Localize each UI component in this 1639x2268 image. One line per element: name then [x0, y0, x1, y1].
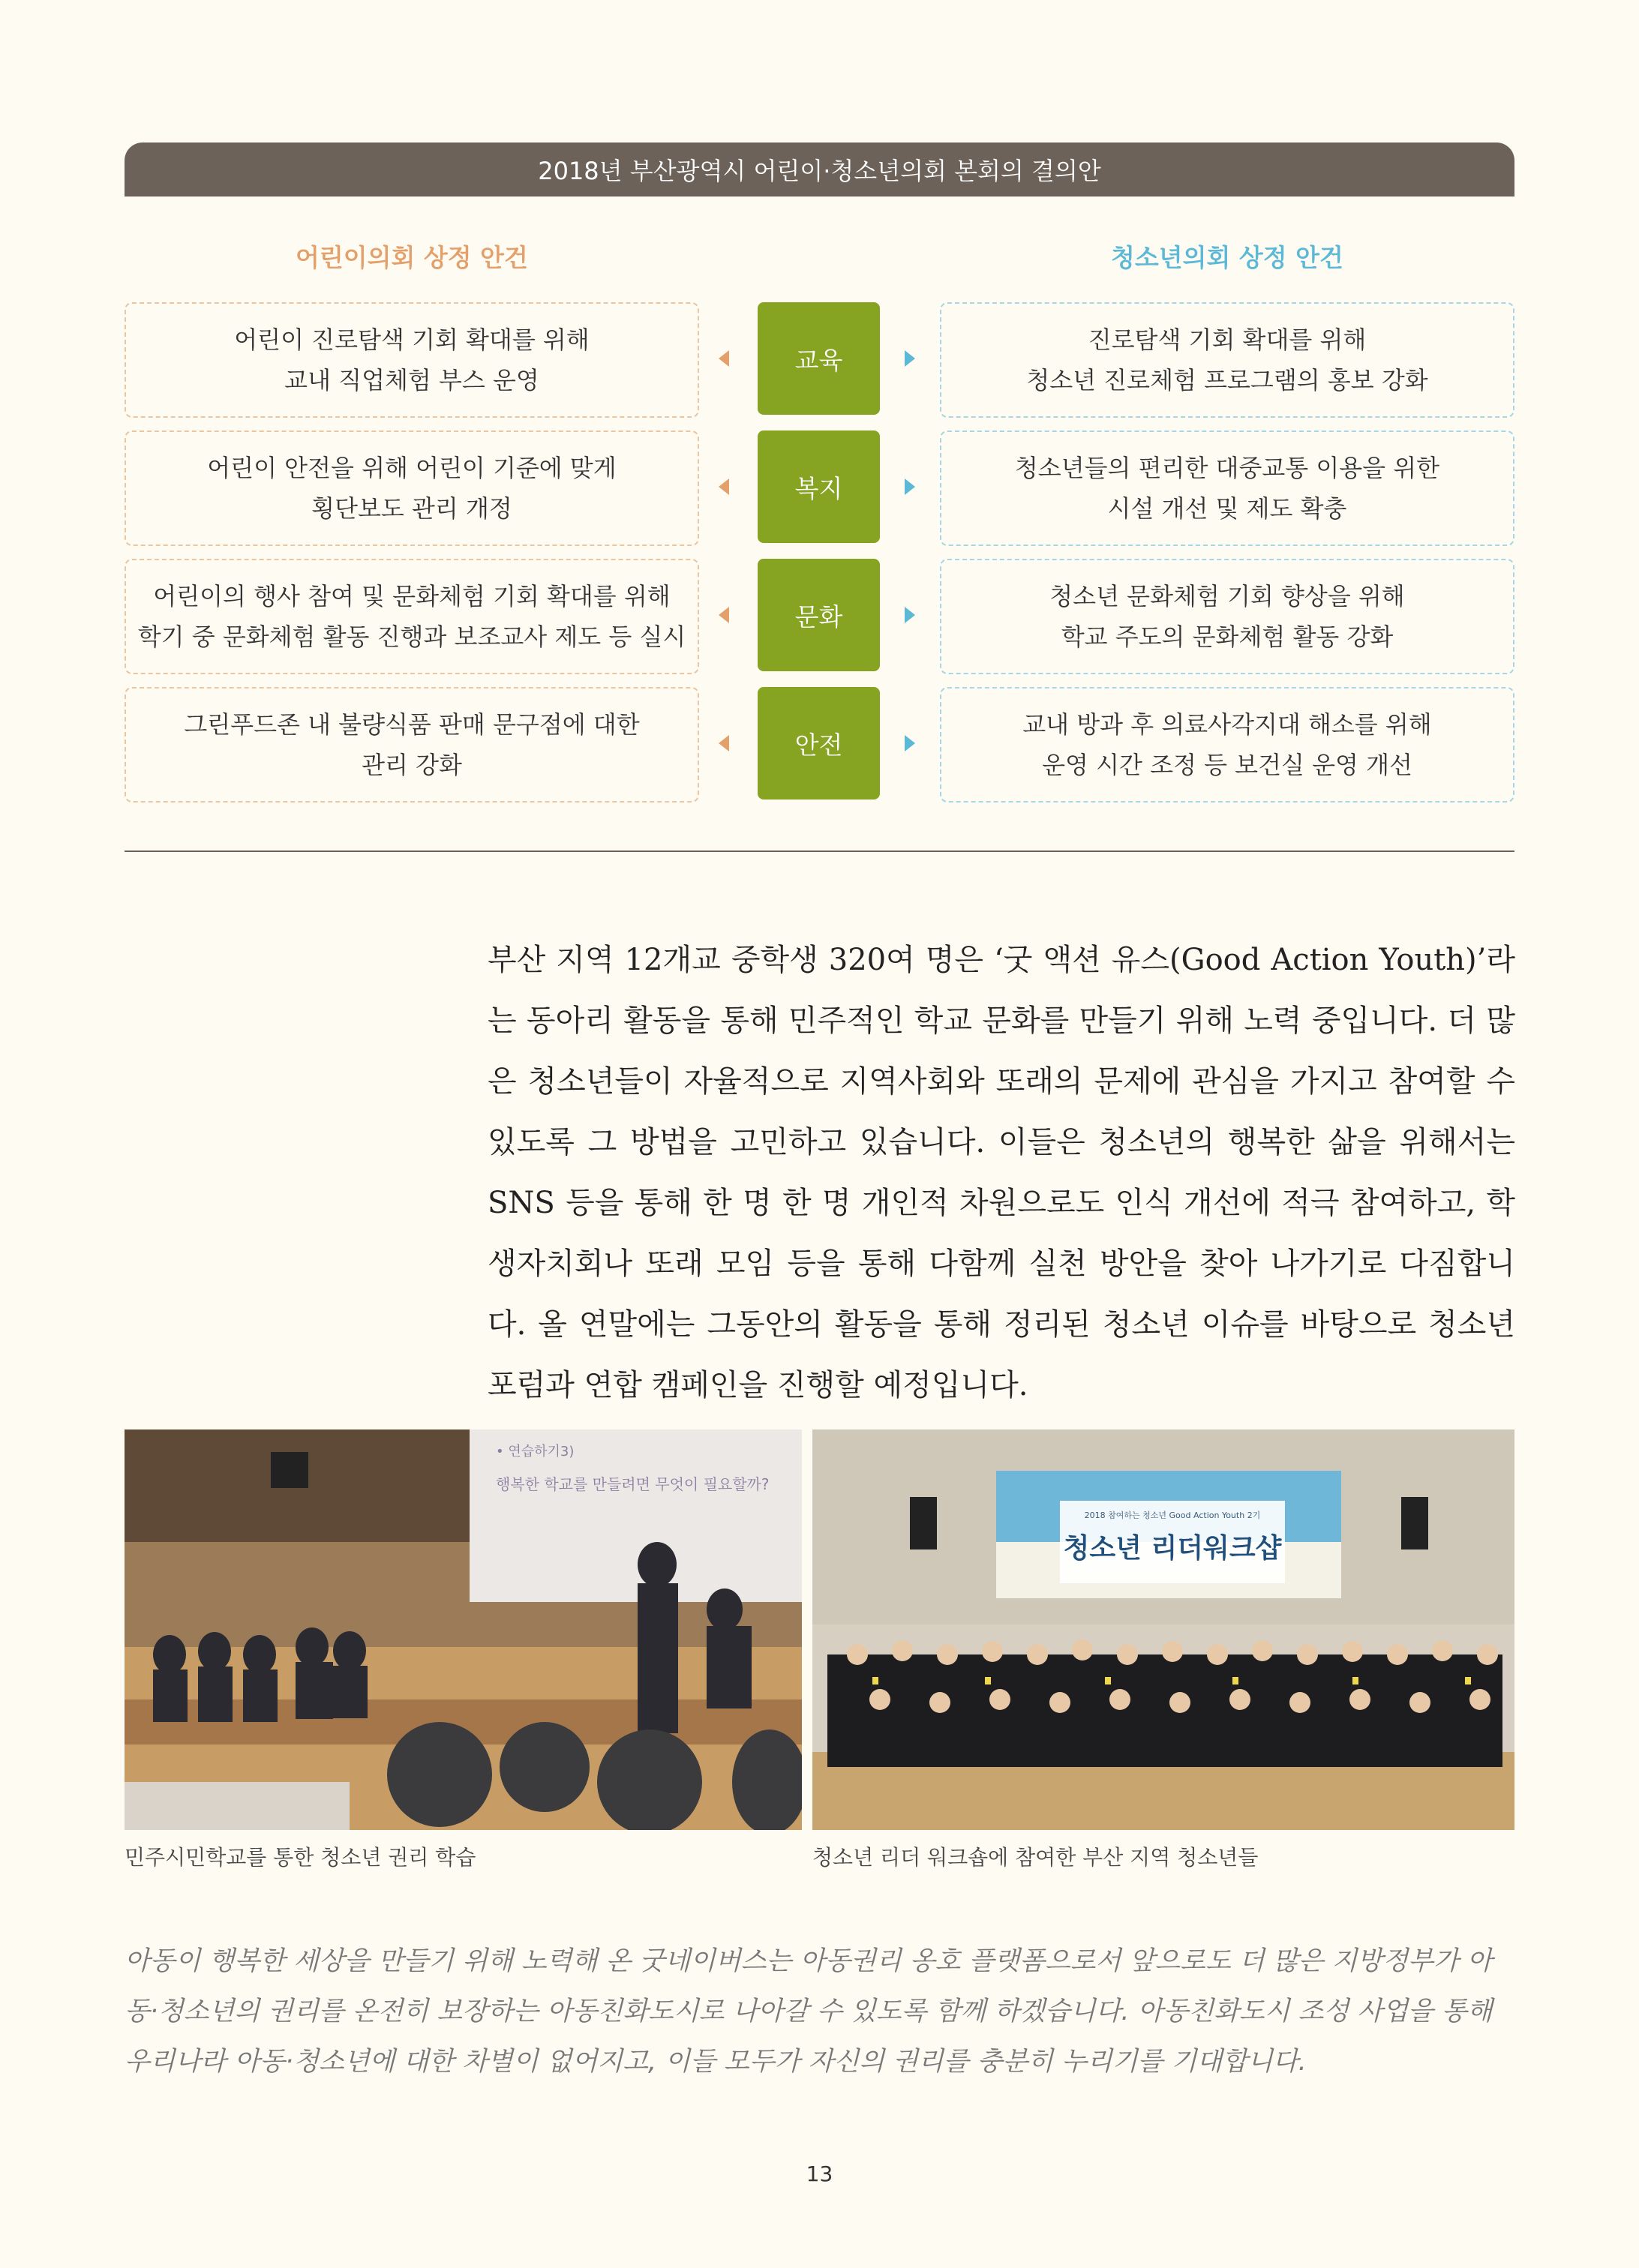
photo-democratic-citizen-school	[125, 1430, 802, 1830]
left-arrow-icon	[719, 478, 729, 495]
youth-agenda-education	[940, 302, 1514, 418]
agenda-line: 교내 방과 후 의료사각지대 해소를 위해	[1022, 710, 1432, 739]
category-education: 교육	[758, 302, 880, 415]
category-safety: 안전	[758, 687, 880, 800]
children-agenda-welfare	[125, 430, 699, 546]
youth-agenda-welfare	[940, 430, 1514, 546]
screen-text-2: 행복한 학교를 만들려면 무엇이 필요할까?	[496, 1475, 770, 1493]
left-arrow-icon	[719, 607, 729, 623]
table-header-bar	[125, 142, 1514, 196]
photo-youth-leader-workshop	[812, 1430, 1514, 1830]
agenda-line: 청소년들의 편리한 대중교통 이용을 위한	[1014, 454, 1440, 482]
youth-agenda-safety	[940, 687, 1514, 802]
left-arrow-icon	[719, 735, 729, 752]
classroom-photo-illustration	[125, 1430, 802, 1830]
agenda-line: 학교 주도의 문화체험 활동 강화	[1061, 622, 1394, 651]
agenda-line: 청소년 문화체험 기회 향상을 위해	[1049, 582, 1405, 610]
children-agenda-safety	[125, 687, 699, 802]
banner-subtitle: 2018 참여하는 청소년 Good Action Youth 2기	[1084, 1510, 1261, 1520]
body-paragraph: 부산 지역 12개교 중학생 320여 명은 ‘굿 액션 유스(Good Action Youth)’라는 동아리 활동을 통해 민주적인 학교 문화를 만들기 위해 노력 중입니다. 더 많은 청소년들이 자율적으로 지역사회와 또래의 문제에 관심을 가지고 참여할 수 있도록 그 방법을 고민하고 있습니다. 이들은 청소년의 행복한 삶을 위해서는 SNS 등을 통해 한 명 한 명 개인적 차원으로도 인식 개선에 적극 참여하고, 학생자치회나 또래 모임 등을 통해 다함께 실천 방안을 찾아 나가기로 다짐합니다. 올 연말에는 그동안의 활동을 통해 정리된 청소년 이슈를 바탕으로 청소년 포럼과 연합 캠페인을 진행할 예정입니다.	[488, 943, 1515, 1402]
children-agenda-education	[125, 302, 699, 418]
agenda-line: 그린푸드존 내 불량식품 판매 문구점에 대한	[184, 710, 640, 739]
agenda-line: 횡단보도 관리 개정	[311, 494, 512, 523]
agenda-line: 어린이의 행사 참여 및 문화체험 기회 확대를 위해	[153, 582, 671, 610]
right-arrow-icon	[905, 735, 915, 752]
agenda-line: 청소년 진로체험 프로그램의 홍보 강화	[1026, 366, 1428, 394]
children-council-column-title: 어린이의회 상정 안건	[296, 243, 528, 272]
photo-caption-right: 청소년 리더 워크숍에 참여한 부산 지역 청소년들	[812, 1845, 1259, 1870]
right-arrow-icon	[905, 478, 915, 495]
youth-agenda-culture	[940, 559, 1514, 674]
left-arrow-icon	[719, 350, 729, 367]
youth-council-column-title: 청소년의회 상정 안건	[1111, 243, 1343, 272]
screen-text-1: • 연습하기3)	[496, 1444, 575, 1460]
closing-paragraph: 아동이 행복한 세상을 만들기 위해 노력해 온 굿네이버스는 아동권리 옹호 플랫폼으로서 앞으로도 더 많은 지방정부가 아동·청소년의 권리를 온전히 보장하는 아동친화도시로 나아갈 수 있도록 함께 하겠습니다. 아동친화도시 조성 사업을 통해 우리나라 아동·청소년에 대한 차별이 없어지고, 이들 모두가 자신의 권리를 충분히 누리기를 기대합니다.	[125, 1946, 1493, 2077]
category-welfare: 복지	[758, 430, 880, 543]
page-number: 13	[806, 2162, 833, 2186]
children-agenda-culture	[125, 559, 699, 674]
section-divider	[125, 850, 1514, 852]
agenda-line: 진로탐색 기회 확대를 위해	[1088, 326, 1367, 354]
right-arrow-icon	[905, 607, 915, 623]
agenda-line: 교내 직업체험 부스 운영	[284, 366, 539, 394]
agenda-line: 어린이 안전을 위해 어린이 기준에 맞게	[207, 454, 617, 482]
agenda-line: 어린이 진로탐색 기회 확대를 위해	[234, 326, 590, 354]
table-title: 2018년 부산광역시 어린이·청소년의회 본회의 결의안	[538, 157, 1101, 185]
agenda-line: 관리 강화	[362, 751, 462, 779]
agenda-line: 시설 개선 및 제도 확충	[1107, 494, 1347, 523]
workshop-photo-illustration	[812, 1430, 1514, 1830]
banner-title: 청소년 리더워크샵	[1063, 1533, 1282, 1564]
agenda-line: 학기 중 문화체험 활동 진행과 보조교사 제도 등 실시	[137, 622, 686, 651]
right-arrow-icon	[905, 350, 915, 367]
photo-caption-left: 민주시민학교를 통한 청소년 권리 학습	[125, 1845, 476, 1870]
category-culture: 문화	[758, 559, 880, 671]
agenda-line: 운영 시간 조정 등 보건실 운영 개선	[1042, 751, 1412, 779]
